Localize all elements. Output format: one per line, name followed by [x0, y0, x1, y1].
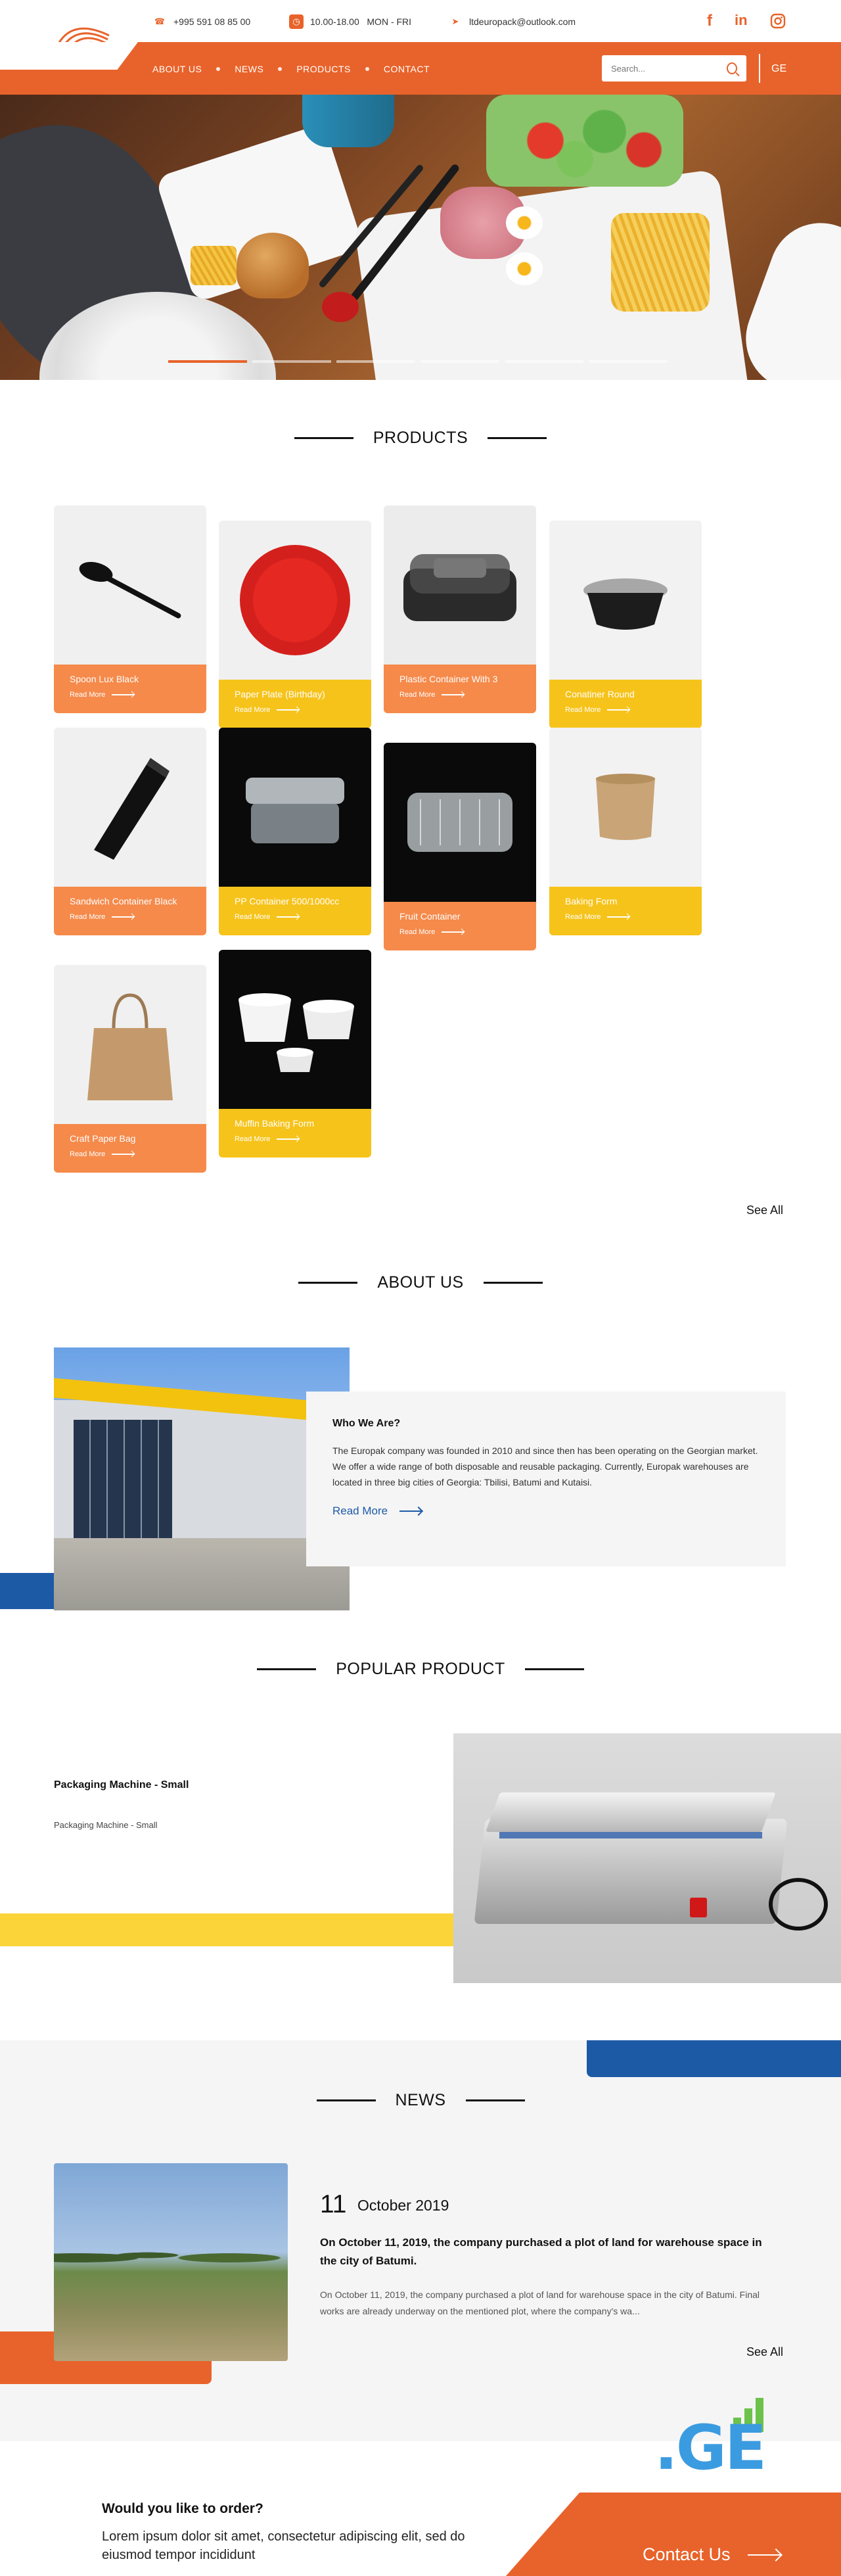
search-icon[interactable]: [727, 62, 737, 74]
hero-fries: [191, 246, 237, 285]
send-icon: ➤: [451, 16, 459, 26]
email-address: ltdeuropack@outlook.com: [469, 16, 576, 27]
product-image: [54, 728, 206, 887]
muffin-form-icon: [229, 973, 361, 1085]
slider-dot[interactable]: [589, 360, 668, 363]
product-image: [384, 743, 536, 902]
main-nav: [152, 64, 430, 74]
arrow-right-icon: [399, 1510, 422, 1512]
arrow-right-icon: [112, 916, 134, 918]
arrow-right-icon: [442, 694, 464, 695]
fruit-container-icon: [394, 773, 526, 872]
title-line: [484, 1282, 543, 1284]
nav-contact[interactable]: CONTACT: [383, 64, 430, 74]
news-month: October 2019: [357, 2197, 449, 2214]
linkedin-icon[interactable]: in: [735, 12, 748, 28]
popular-product-subtitle: Packaging Machine - Small: [54, 1820, 158, 1830]
news-accent-block: [587, 2040, 841, 2077]
product-card[interactable]: [54, 728, 206, 935]
product-image: [54, 965, 206, 1124]
title-line: [317, 2099, 376, 2101]
product-card[interactable]: [219, 728, 371, 935]
order-title: Would you like to order?: [102, 2501, 263, 2516]
ge-badge-text: .GE: [654, 2412, 765, 2484]
product-name: Muffin Baking Form: [235, 1118, 315, 1129]
product-card[interactable]: [384, 505, 536, 713]
slider-dot[interactable]: [168, 360, 247, 363]
product-image: [549, 521, 702, 680]
machine-bar: [499, 1832, 762, 1838]
products-heading: [0, 429, 841, 448]
read-more-link[interactable]: Read More: [70, 691, 191, 699]
news-image-trees: [54, 2242, 288, 2268]
nav-separator: [278, 67, 282, 71]
phone-contact[interactable]: [152, 14, 250, 29]
arrow-right-icon: [277, 916, 299, 918]
arrow-right-icon: [277, 709, 299, 711]
nav-divider: [759, 54, 760, 83]
hero-cup: [302, 95, 394, 147]
product-name: Paper Plate (Birthday): [235, 689, 325, 699]
machine-cable: [769, 1878, 828, 1931]
product-image: [219, 950, 371, 1109]
product-name: PP Container 500/1000cc: [235, 896, 340, 906]
hero-container: [731, 208, 841, 380]
title-line: [466, 2099, 525, 2101]
news-see-all-link[interactable]: See All: [746, 2345, 784, 2358]
contact-us-label[interactable]: Contact Us: [643, 2544, 781, 2565]
phone-icon: ☎: [154, 16, 166, 26]
building-glass: [74, 1420, 172, 1538]
hero-ketchup: [322, 292, 359, 322]
title-line: [294, 437, 353, 439]
product-image: [54, 505, 206, 665]
news-day: 11: [320, 2190, 347, 2218]
language-switch[interactable]: GE: [771, 63, 787, 74]
nav-separator: [365, 67, 369, 71]
news-excerpt: On October 11, 2019, the company purchased a plot of land for warehouse space in the city of Batumi. Final works are already underway on the mentioned plot, where the company's wa...: [320, 2289, 760, 2316]
round-container-icon: [573, 564, 678, 636]
product-name: Plastic Container With 3: [399, 674, 498, 684]
about-text-box: [306, 1392, 786, 1566]
product-name: Conatiner Round: [565, 689, 635, 699]
slider-dot[interactable]: [505, 360, 583, 363]
section-title: POPULAR PRODUCT: [336, 1660, 505, 1678]
hero-egg: [506, 252, 543, 285]
product-card[interactable]: [219, 521, 371, 728]
product-card[interactable]: [549, 728, 702, 935]
phone-number: +995 591 08 85 00: [173, 16, 251, 27]
about-building-image: [54, 1347, 350, 1610]
hours-contact: [289, 14, 411, 29]
read-more-link[interactable]: Read More: [235, 706, 355, 714]
product-name: Fruit Container: [399, 911, 461, 922]
product-card[interactable]: [384, 743, 536, 950]
read-more-link[interactable]: Read More: [399, 691, 520, 699]
machine-lid: [486, 1792, 776, 1832]
paper-bag-icon: [81, 982, 179, 1107]
about-subheading: Who We Are?: [332, 1418, 401, 1429]
facebook-icon[interactable]: f: [707, 12, 712, 30]
nav-about-us[interactable]: ABOUT US: [152, 64, 202, 74]
product-name: Baking Form: [565, 896, 618, 906]
slider-dot[interactable]: [336, 360, 415, 363]
read-more-link[interactable]: Read More: [70, 913, 191, 921]
product-card[interactable]: [549, 521, 702, 728]
title-line: [525, 1668, 584, 1670]
sandwich-container-icon: [81, 751, 179, 863]
section-title: NEWS: [395, 2091, 446, 2109]
read-more-link[interactable]: Read More: [235, 1135, 355, 1143]
title-line: [257, 1668, 316, 1670]
title-line: [298, 1282, 357, 1284]
logo-cutout: [0, 42, 138, 70]
nav-separator: [216, 67, 220, 71]
slider-dot[interactable]: [252, 360, 331, 363]
product-name: Sandwich Container Black: [70, 896, 177, 906]
section-title: ABOUT US: [377, 1273, 464, 1292]
products-see-all-link[interactable]: See All: [746, 1204, 784, 1217]
product-name: Craft Paper Bag: [70, 1133, 136, 1144]
instagram-icon[interactable]: [770, 13, 786, 29]
popular-accent-block: [0, 1913, 453, 1946]
email-contact[interactable]: [448, 14, 576, 29]
arrow-right-icon: [748, 2554, 781, 2556]
order-text: Lorem ipsum dolor sit amet, consectetur adipiscing elit, sed do eiusmod tempor incididunt: [102, 2529, 465, 2562]
slider-dot[interactable]: [420, 360, 499, 363]
clock-icon: ◷: [289, 14, 304, 29]
arrow-right-icon: [112, 1154, 134, 1155]
working-hours: 10.00-18.00 MON - FRI: [310, 16, 412, 27]
nav-products[interactable]: PRODUCTS: [296, 64, 351, 74]
nav-news[interactable]: NEWS: [235, 64, 264, 74]
arrow-right-icon: [442, 931, 464, 933]
hero-egg: [506, 206, 543, 239]
top-bar: [0, 0, 841, 42]
arrow-right-icon: [112, 694, 134, 695]
news-headline[interactable]: On October 11, 2019, the company purchased a plot of land for warehouse space in the city of Batumi.: [320, 2236, 762, 2267]
hero-salad: [486, 95, 683, 187]
hero-fries-tray: [611, 213, 710, 312]
popular-product-name[interactable]: Packaging Machine - Small: [54, 1779, 189, 1791]
about-read-more-link[interactable]: Read More: [332, 1505, 760, 1518]
section-title: PRODUCTS: [373, 429, 468, 447]
container-3-icon: [394, 542, 526, 628]
read-more-link[interactable]: Read More: [70, 1150, 191, 1158]
machine-button: [690, 1898, 707, 1917]
product-image: [219, 728, 371, 887]
news-image[interactable]: [54, 2163, 288, 2361]
product-name: Spoon Lux Black: [70, 674, 139, 684]
product-card[interactable]: [54, 965, 206, 1173]
hero-slider: [0, 95, 841, 380]
news-heading: [0, 2091, 841, 2110]
plate-icon: [236, 541, 354, 659]
title-line: [488, 437, 547, 439]
about-heading: [0, 1273, 841, 1292]
read-more-link[interactable]: Read More: [565, 913, 686, 921]
ge-badge[interactable]: [654, 2393, 792, 2485]
read-more-link[interactable]: Read More: [399, 928, 520, 936]
product-card[interactable]: [54, 505, 206, 713]
about-accent-block: [0, 1573, 54, 1609]
about-text: The Europak company was founded in 2010 and since then has been operating on the Georgian market. We offer a wide range of both disposable and reusable packaging. Currently, Europak warehouses are located in three big cities of Georgia: Tbilisi, Batumi and Kutaisi.: [332, 1445, 758, 1487]
product-card[interactable]: [219, 950, 371, 1158]
search-input[interactable]: [611, 64, 727, 74]
slider-pagination: [168, 360, 668, 363]
arrow-right-icon: [277, 1138, 299, 1140]
spoon-icon: [64, 546, 196, 624]
arrow-right-icon: [607, 916, 629, 918]
popular-product-image[interactable]: [453, 1733, 841, 1983]
pp-container-icon: [233, 758, 357, 856]
arrow-right-icon: [607, 709, 629, 711]
product-image: [549, 728, 702, 887]
baking-form-icon: [583, 764, 668, 850]
hero-burger: [237, 233, 309, 298]
product-image: [219, 521, 371, 680]
search-box: [602, 55, 746, 82]
read-more-link[interactable]: Read More: [235, 913, 355, 921]
read-more-link[interactable]: Read More: [565, 706, 686, 714]
popular-heading: [0, 1660, 841, 1679]
product-image: [384, 505, 536, 665]
